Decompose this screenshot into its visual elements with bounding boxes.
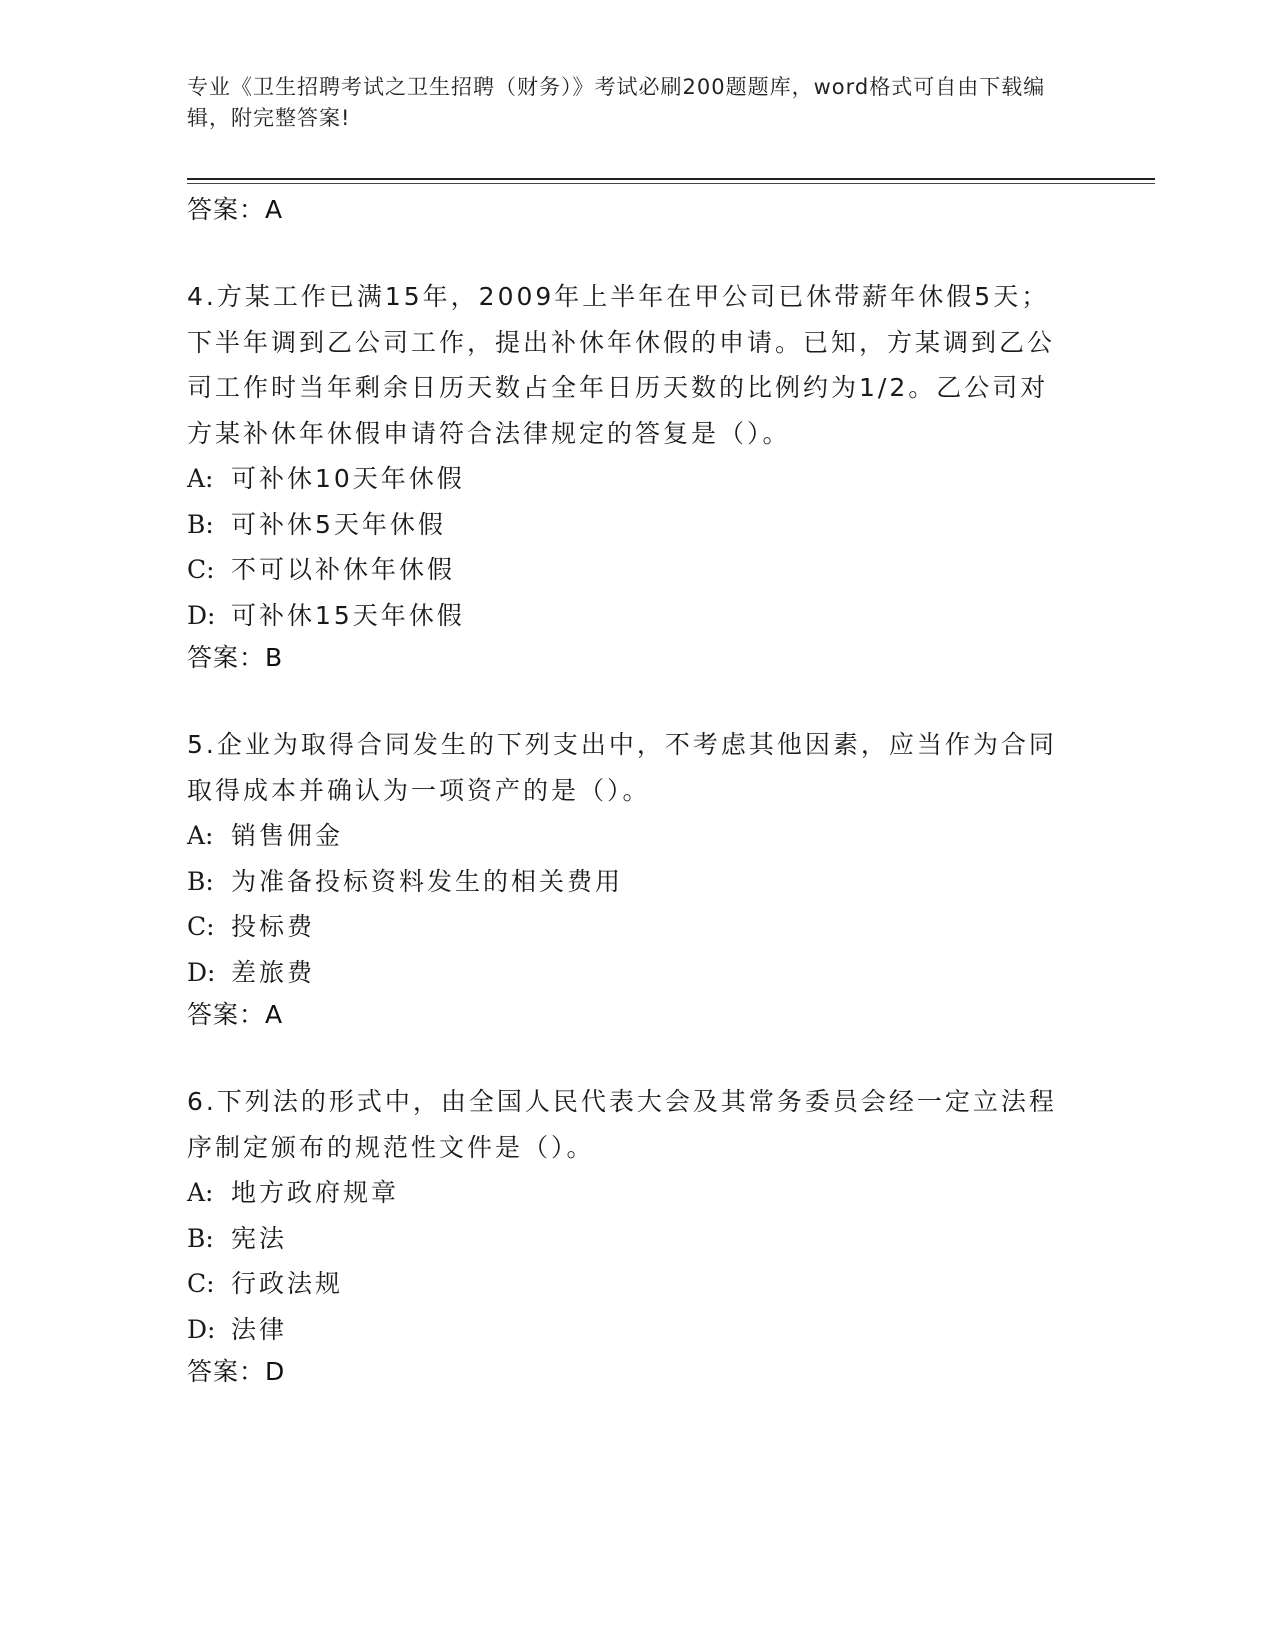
document-body bbox=[187, 190, 1087, 1392]
option-text: 行政法规 bbox=[231, 1269, 344, 1298]
option-key: D: bbox=[187, 1314, 216, 1344]
option-key: C: bbox=[187, 555, 215, 584]
option-a bbox=[187, 1170, 1087, 1216]
option-key: A: bbox=[187, 821, 214, 850]
question-block bbox=[187, 274, 1087, 678]
option-c bbox=[187, 1261, 1087, 1307]
option-b bbox=[187, 502, 1087, 548]
header-divider-thin bbox=[187, 183, 1155, 184]
answer-line: 答案：B bbox=[187, 643, 284, 672]
option-text: 可补休5天年休假 bbox=[231, 509, 446, 539]
option-text: 投标费 bbox=[231, 912, 316, 941]
question-text: 6.下列法的形式中，由全国人民代表大会及其常务委员会经一定立法程序制定颁布的规范性文件是（）。 bbox=[187, 1087, 1057, 1162]
option-text: 为准备投标资料发生的相关费用 bbox=[231, 866, 624, 896]
option-key: A: bbox=[187, 1178, 214, 1207]
option-text: 地方政府规章 bbox=[231, 1178, 400, 1207]
option-c bbox=[187, 904, 1087, 950]
option-text: 销售佣金 bbox=[231, 821, 344, 850]
option-text: 差旅费 bbox=[231, 957, 316, 987]
question-text: 5.企业为取得合同发生的下列支出中，不考虑其他因素，应当作为合同取得成本并确认为一项资产的是（）。 bbox=[187, 730, 1057, 805]
option-d bbox=[187, 1307, 1087, 1353]
header-divider-thick bbox=[187, 178, 1155, 180]
question-text: 4.方某工作已满15年，2009年上半年在甲公司已休带薪年休假5天；下半年调到乙公司工作，提出补休年休假的申请。已知，方某调到乙公司工作时当年剩余日历天数占全年日历天数的比例约为1/2。乙公司对方某补休年休假申请符合法律规定的答复是（）。 bbox=[187, 282, 1056, 448]
option-key: D: bbox=[187, 600, 216, 630]
option-key: B: bbox=[187, 509, 214, 539]
option-a bbox=[187, 456, 1087, 502]
option-a bbox=[187, 813, 1087, 859]
option-b bbox=[187, 1216, 1087, 1262]
option-key: A: bbox=[187, 464, 214, 493]
option-key: C: bbox=[187, 1269, 215, 1298]
answer-line: 答案：A bbox=[187, 1000, 284, 1029]
question-block bbox=[187, 722, 1087, 1035]
option-text: 可补休10天年休假 bbox=[231, 464, 465, 493]
option-key: D: bbox=[187, 957, 216, 987]
option-key: C: bbox=[187, 912, 215, 941]
question-block bbox=[187, 1079, 1087, 1392]
option-c bbox=[187, 547, 1087, 593]
option-text: 可补休15天年休假 bbox=[231, 600, 465, 630]
option-b bbox=[187, 859, 1087, 905]
answer-line: 答案：A bbox=[187, 195, 284, 224]
option-key: B: bbox=[187, 1223, 214, 1253]
option-text: 法律 bbox=[231, 1314, 288, 1344]
page-header: 专业《卫生招聘考试之卫生招聘（财务）》考试必刷200题题库，word格式可自由下载编辑，附完整答案! bbox=[187, 75, 1046, 130]
option-key: B: bbox=[187, 866, 214, 896]
option-text: 宪法 bbox=[231, 1223, 288, 1253]
option-d bbox=[187, 950, 1087, 996]
option-text: 不可以补休年休假 bbox=[231, 555, 456, 584]
answer-line: 答案：D bbox=[187, 1357, 286, 1386]
option-d bbox=[187, 593, 1087, 639]
